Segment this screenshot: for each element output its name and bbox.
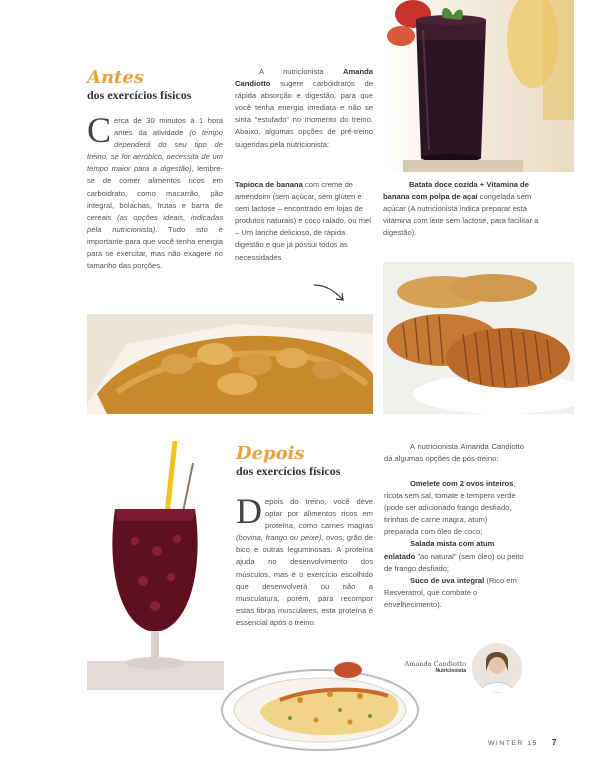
sweet-potato-illustration [383,262,574,414]
depois-text-lead: epois do treino, você deve optar por alimentos ricos em proteína, como carnes magras [265,497,373,531]
depois-intro [384,441,524,465]
tapioca-name: Tapioca de banana [235,180,303,189]
page-number: 7 [552,738,557,747]
footer-issue: WINTER 15 [488,740,538,747]
acai-smoothie-photo [383,0,574,172]
antes-body [87,110,224,272]
depois-text-end: , ovos, grão de bico e outras leguminosas. A proteína ajuda no desenvolvimento dos músculos, mas é o exercício escolhido que desenvolverá ou não a musculatura, porém, para recompor estas fibras musculares, esta proteína é essencial após o treino. [236,533,373,627]
antes-text-lead: erca de 30 minutos à 1 hora antes da atividade [114,116,223,138]
antes-text-end: . Tudo isto é importante para que você tenha energia para se exercitar, mas não exagere no tamanho das porções. [87,224,223,271]
batata-name: Batata doce cozida + Vitamina de banana com polpa de açaí [383,180,529,202]
depois-text-italic: (bovina, frango ou peixe) [236,533,322,543]
curved-arrow-icon [312,282,346,304]
antes-intro: A nutricionista Amanda Candiotto sugere carboidratos de rápida absorção e digestão, para que você tenha energia imediata e não se sinta "estufado" no momento do treino. Abaixo, algumas opções de pré-treino sugeridas pela nutricionista: [235,67,373,149]
omelette-plate-photo [220,660,420,752]
acai-glass-illustration [383,0,574,172]
option-suco: Suco de uva integral (Rico em Resveratrol, que combate o envelhecimento). [384,575,517,609]
batata-text: congelada sem açúcar (A nutricionista indica preparar esta vitamina com leite sem lactose, para facilitar a digestão). [383,192,539,238]
credit-role: Nutricionista [435,668,466,674]
depois-intro-text: A nutricionista Amanda Candiotto dá algumas opções de pós-treino: [384,442,524,464]
antes-text-mid: , lembre-se de comer alimentos ricos em carboidrato, como macarrão, pão integral, bolachas, frutas e barra de cereais [87,164,223,222]
option-omelete: Omelete com 2 ovos inteiros, ricota sem sal, tomate e tempero verde (pode ser adicionado frango desfiado, tirinhas de carne magra, atum) preparada com óleo de coco; [384,479,516,537]
depois-drop-cap: D [236,491,262,531]
antes-text-italic-2: (as opções ideais, indicadas pela nutricionista) [87,212,223,234]
grape-juice-illustration [87,441,224,690]
depois-options [384,478,524,611]
tapioca-banana-photo [87,314,373,414]
tapioca-illustration [87,314,373,414]
antes-drop-cap: C [87,110,112,150]
credit-name: Amanda Candiotto [404,660,466,668]
nutritionist-name: Amanda Candiotto [235,67,373,89]
depois-body [236,491,373,629]
batata-option [383,179,541,239]
depois-title: Depois [236,443,305,464]
avatar [472,643,522,693]
sweet-potato-photo [383,262,574,414]
tapioca-text: com creme de amendoim (sem açúcar, sem glúten e sem lactose – encontrado em lojas de produtos naturais) e coco ralado, ou mel – Um lanche delicioso, de rápida digestão e que já possui todos as necessidades [235,180,371,262]
grape-juice-photo [87,441,224,690]
tapioca-option [235,179,371,264]
option-salada: Salada mista com atum enlatado "ao natural" (sem óleo) ou peito de frango desfiado; [384,539,524,573]
antes-title: Antes [87,67,144,88]
antes-subtitle: dos exercícios físicos [87,88,192,102]
omelette-illustration [220,660,420,752]
depois-subtitle: dos exercícios físicos [236,464,341,478]
person-icon [472,643,522,693]
antes-text-italic-1: (o tempo dependerá do seu tipo de treino, se for aeróbico, necessita de um tempo maior para a digestão) [87,128,224,174]
